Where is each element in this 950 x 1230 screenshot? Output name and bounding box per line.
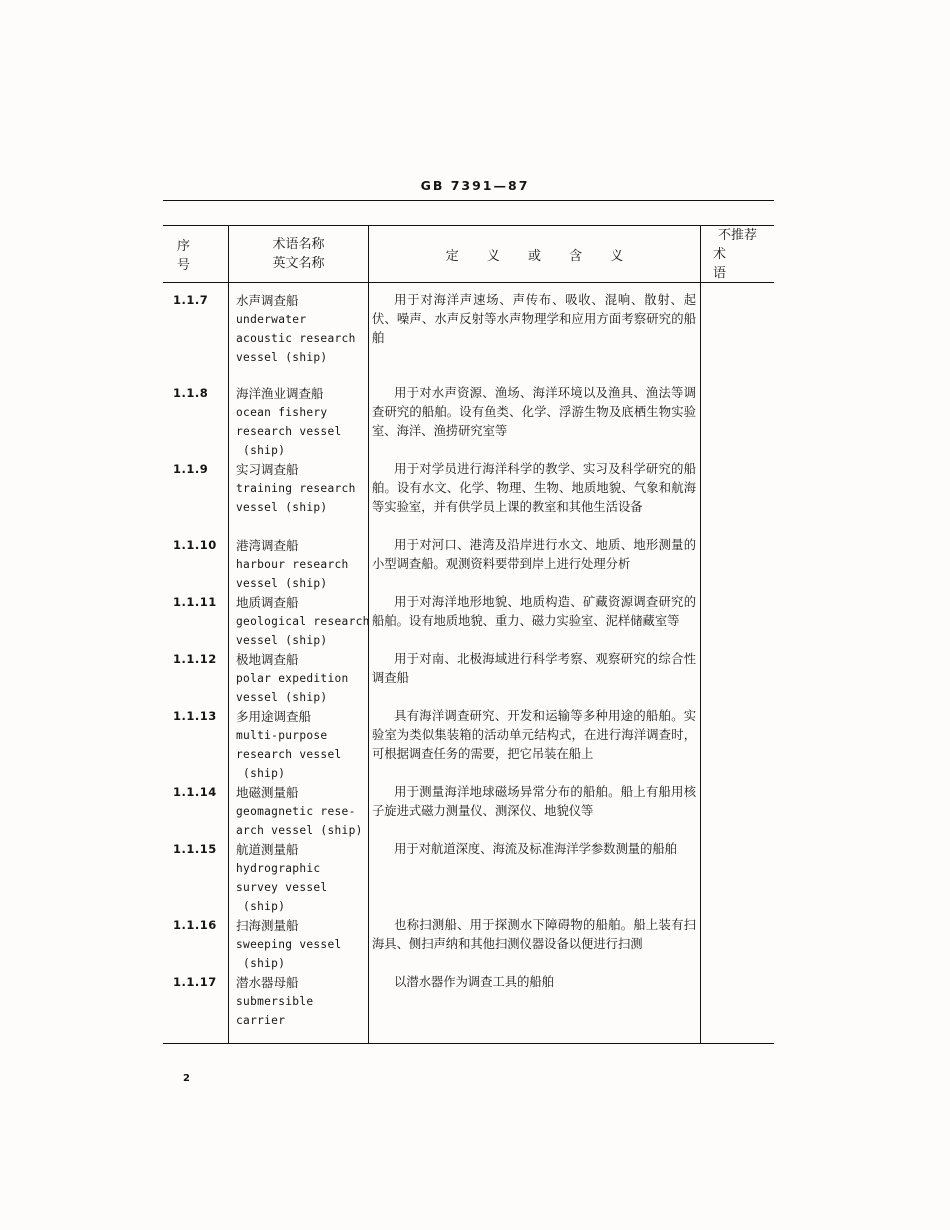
row-number: 1.1.7 xyxy=(173,293,209,307)
header-names xyxy=(229,226,369,282)
term-english-line: acoustic research xyxy=(236,332,356,345)
header-term-name: 术语名称 xyxy=(272,237,325,252)
term-english-line: research vessel xyxy=(236,425,342,438)
top-rule xyxy=(163,200,774,201)
row-number: 1.1.16 xyxy=(173,918,217,932)
term-chinese: 扫海测量船 xyxy=(236,918,299,933)
term-english-line: sweeping vessel xyxy=(236,938,342,951)
term-english-line: geomagnetic rese- xyxy=(236,805,356,818)
header-definition: 定 义 或 含 义 xyxy=(369,226,701,282)
page-number: 2 xyxy=(183,1073,190,1084)
table-body xyxy=(163,283,774,1043)
row-definition: 用于对航道深度、海流及标准海洋学参数测量的船舶 xyxy=(394,842,677,856)
column-number xyxy=(163,283,229,1043)
row-definition: 用于测量海洋地球磁场异常分布的船舶。船上有船用核子旋进式磁力测量仪、测深仪、地貌仪等 xyxy=(372,785,696,818)
term-english-line: ocean fishery xyxy=(236,406,328,419)
term-english-line: carrier xyxy=(236,1014,286,1027)
term-english-line: (ship) xyxy=(236,957,286,970)
term-english-line: vessel (ship) xyxy=(236,351,328,364)
row-term-names xyxy=(229,593,368,650)
row-term-names xyxy=(229,973,368,1030)
term-english-line: geological research xyxy=(236,615,370,628)
term-chinese: 地质调查船 xyxy=(236,595,299,610)
row-number: 1.1.15 xyxy=(173,842,217,856)
term-chinese: 水声调查船 xyxy=(236,293,299,308)
term-english-line: arch vessel (ship) xyxy=(236,824,363,837)
row-number: 1.1.8 xyxy=(173,386,209,400)
row-definition: 用于对海洋地形地貌、地质构造、矿藏资源调查研究的船舶。设有地质地貌、重力、磁力实验室、泥样储藏室等 xyxy=(372,595,696,628)
row-definition: 用于对河口、港湾及沿岸进行水文、地质、地形测量的小型调查船。观测资料要带到岸上进行处理分析 xyxy=(372,538,696,571)
header-english-name: 英文名称 xyxy=(272,256,325,271)
term-chinese: 潜水器母船 xyxy=(236,975,299,990)
row-term-names xyxy=(229,460,368,517)
term-chinese: 实习调查船 xyxy=(236,462,299,477)
column-not-recommended xyxy=(701,283,774,1043)
term-chinese: 极地调查船 xyxy=(236,652,299,667)
row-number: 1.1.14 xyxy=(173,785,217,799)
term-english-line: vessel (ship) xyxy=(236,577,328,590)
row-number: 1.1.9 xyxy=(173,462,209,476)
row-number: 1.1.17 xyxy=(173,975,217,989)
header-not-recommended: 不推荐 术 语 xyxy=(713,227,757,281)
term-english-line: multi-purpose xyxy=(236,729,328,742)
row-definition: 用于对学员进行海洋科学的教学、实习及科学研究的船舶。设有水文、化学、物理、生物、地质地貌、气象和航海等实验室，并有供学员上课的教室和其他生活设备 xyxy=(372,462,696,514)
row-term-names xyxy=(229,291,368,367)
row-definition: 以潜水器作为调查工具的船舶 xyxy=(394,975,554,989)
term-english-line: underwater xyxy=(236,313,307,326)
row-term-names xyxy=(229,536,368,593)
table-header xyxy=(163,226,774,283)
row-definition: 用于对南、北极海域进行科学考察、观察研究的综合性调查船 xyxy=(372,652,696,685)
row-number: 1.1.10 xyxy=(173,538,217,552)
term-english-line: vessel (ship) xyxy=(236,691,328,704)
column-definition xyxy=(369,283,701,1043)
header-number: 序 号 xyxy=(163,226,229,282)
term-chinese: 地磁测量船 xyxy=(236,785,299,800)
row-number: 1.1.13 xyxy=(173,709,217,723)
term-chinese: 港湾调查船 xyxy=(236,538,299,553)
row-definition: 也称扫测船、用于探测水下障碍物的船舶。船上装有扫海具、侧扫声纳和其他扫测仪器设备以便进行扫测 xyxy=(372,918,696,951)
term-english-line: (ship) xyxy=(236,900,286,913)
standard-code: GB 7391—87 xyxy=(420,178,530,193)
term-english-line: (ship) xyxy=(236,767,286,780)
row-number: 1.1.12 xyxy=(173,652,217,666)
row-definition: 用于对海洋声速场、声传布、吸收、混响、散射、起伏、噪声、水声反射等水声物理学和应用方面考察研究的船舶 xyxy=(372,293,696,345)
term-chinese: 海洋渔业调查船 xyxy=(236,386,324,401)
term-english-line: submersible xyxy=(236,995,314,1008)
term-chinese: 多用途调查船 xyxy=(236,709,312,724)
column-names xyxy=(229,283,369,1043)
row-number: 1.1.11 xyxy=(173,595,217,609)
term-english-line: survey vessel xyxy=(236,881,328,894)
row-term-names xyxy=(229,916,368,973)
row-definition: 用于对水声资源、渔场、海洋环境以及渔具、渔法等调查研究的船舶。设有鱼类、化学、浮游生物及底栖生物实验室、海洋、渔捞研究室等 xyxy=(372,386,696,438)
term-english-line: training research xyxy=(236,482,356,495)
terms-table xyxy=(163,225,774,1044)
term-english-line: vessel (ship) xyxy=(236,501,328,514)
term-chinese: 航道测量船 xyxy=(236,842,299,857)
term-english-line: polar expedition xyxy=(236,672,349,685)
term-english-line: research vessel xyxy=(236,748,342,761)
row-term-names xyxy=(229,707,368,783)
row-term-names xyxy=(229,650,368,707)
term-english-line: hydrographic xyxy=(236,862,321,875)
row-definition: 具有海洋调查研究、开发和运输等多种用途的船舶。实验室为类似集装箱的活动单元结构式，在进行海洋调查时，可根据调查任务的需要，把它吊装在船上 xyxy=(372,709,696,761)
row-term-names xyxy=(229,840,368,916)
row-term-names xyxy=(229,384,368,460)
term-english-line: vessel (ship) xyxy=(236,634,328,647)
row-term-names xyxy=(229,783,368,840)
term-english-line: harbour research xyxy=(236,558,349,571)
term-english-line: (ship) xyxy=(236,444,286,457)
